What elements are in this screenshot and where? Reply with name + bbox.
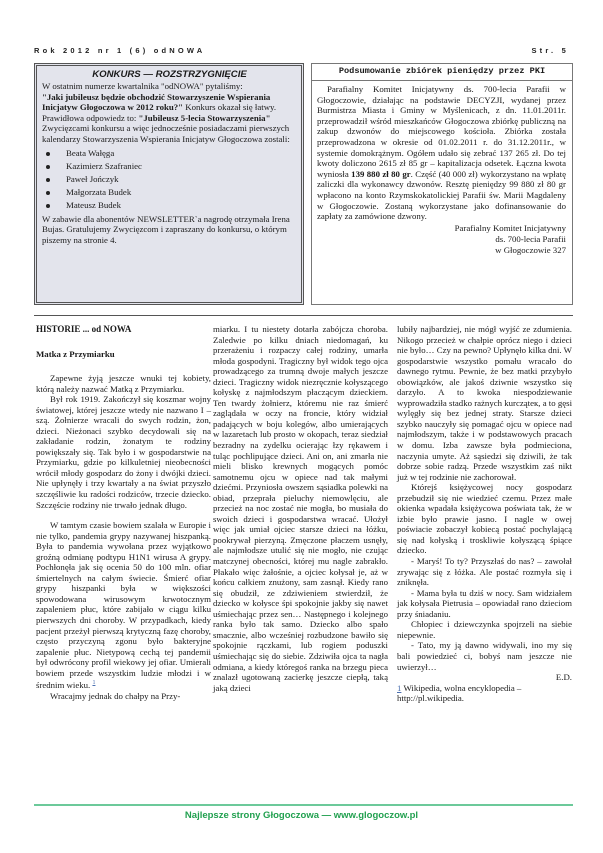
section-divider: [34, 315, 573, 316]
winner-item: Beata Wałęga: [42, 147, 297, 160]
footnote-link[interactable]: 1: [92, 680, 96, 687]
footnote-number-link[interactable]: 1: [397, 682, 402, 693]
contest-answer: Prawidłowa odpowiedz to: "Jubileusz 5-lecia Stowarzyszenia" Zwycięzcami konkursu a więc jednocześnie posiadaczami pierwszych kalendarzy Stowarzyszenia Wspierania Inicjatyw Głogoczowa zostali:: [42, 112, 290, 144]
contest-question: "Jaki jubileusz będzie obchodzić Stowarzyszenie Wspierania Inicjatyw Głogoczowa w 2012 roku?": [42, 91, 271, 113]
footer-divider: [34, 804, 573, 806]
winner-item: Małgorzata Budek: [42, 186, 297, 199]
contest-closing: W zabawie dla abonentów NEWSLETTER`a nagrodę otrzymała Irena Bujas. Gratulujemy Zwycięzcom i zapraszany do konkursu, o którym piszemy na stronie 4.: [42, 213, 290, 245]
author-initials: E.D.: [555, 672, 572, 683]
article-column-3: lubiły najbardziej, nie mógł wyjść ze zdumienia. Nikogo przecież w chałpie oprócz niego i dzieci nie było… Czy na pewno? Upłynęło kilka dni. W gospodarstwie wszystko pomału wracało do dawnego rytmu. Pewnie, że bez matki przybyło obowiązków, ale jakoś dziwnie wszystko się darzyło. A to kwoka niespodziewanie wyprowadziła stadko rażnych kurcząteк, a to gęsi wylęgły się bez jednej straty. Starsze dzieci szybko nauczyły się pomagać ojcu w opiece nad najmłodszym, także i w podstawowych pracach w domu. Izba zawsze była podmieciona, naczynia umyte. Aż sąsiedzi się dziwili, że tak dobrze sobie radzą. Przede wszystkim zaś nikt już w tej rodzinie nie zachorował. Którejś księżycowej nocy gospodarz przebudził się nie wiedzieć czemu. Przez małe okienka wpadała księżycowa poświata tak, że w izbie było prawie jasno. I nagle w owej poświacie zobaczył kobiecą postać pochylającą się nad kołyską i troskliwie kołyszącą śpiące dziecko. - Maryś! To ty? Przyszłaś do nas? – zawołał zrywając się z łóżka. Ale postać rozmyła się i zniknęła. - Mama była tu dziś w nocy. Sam widziałem jak kołysała Pietrusia – opowiadał rano dzieciom przy śniadaniu. Chłopiec i dziewczynka spojrzeli na siebie niepewnie. - Tato, my ją dawno widywali, ino my się bali powiedzieć ci, bobyś nam jeszcze nie uwierzył… E.D. 1 Wikipedia, wolna encyklopedia – http://pl.wikipedia.: [397, 324, 573, 704]
bullet-icon: [46, 152, 50, 156]
pki-summary-box: [311, 63, 573, 305]
winner-item: Mateusz Budek: [42, 199, 297, 212]
footnote: 1 Wikipedia, wolna encyklopedia – http://pl.wikipedia.: [397, 682, 522, 704]
contest-results-box: [34, 63, 304, 305]
bullet-icon: [46, 204, 50, 208]
issue-label: Rok 2012 nr 1 (6) odNOWA: [34, 46, 206, 55]
article-column-1: HISTORIE ... od NOWA Matka z Przymiarku Zapewne żyją jeszcze wnuki tej kobiety, którą należy nazwać Matką z Przymiarku. Był rok 1919. Zakończył się koszmar wojny światowej, której jeszcze wtedy nie nazwano I – szą. Żołnierze wracali do swych rodzin, żon, dzieci. Nieżonaci szybko decydowali się na zakładanie rodzin, żonatym te rodziny powiększały się. Tak było i w gospodarstwie na Przymiarku, gdzie po kilkuletniej nieobecności wrócił młody gospodarz do żony i dwójki dzieci. Nie upłynęły i trzy kwartały a na świat przyszło szczęśliwie ku radości rodziców, trzecie dziecko. Szczęście rodziny nie trwało jednak długo. W tamtym czasie bowiem szalała w Europie i nie tylko, pandemia grypy nazywanej hiszpanką. Była to pandemia wywołana przez wyjątkowo groźną odmianę podtypu H1N1 wirusa A grypy. Pochłonęła jak się ocenia 50 do 100 mln. ofiar śmiertelnych na całym świecie. Śmierć ofiar grypy hiszpanki była w większości spowodowana wirusowym krwotocznym zapaleniem płuc, które zabijało w ciągu kilku pierwszych dni choroby. W przypadkach, kiedy pacjent przeżył pierwszą krytyczną fazę choroby, często przyczyną zgonu było bakteryjne zapalenie płuc. Nietypową cechą tej pandemii był odwrócony profil wiekowy jej ofiar. Umierali bowiem przede wszystkim ludzie młodzi i w średnim wieku. $^1$ Wracajmy jednak do chałpy na Przy-: [36, 324, 211, 701]
pki-total: 139 880 zł 80 gr: [351, 168, 411, 179]
article-column-2: miarku. I tu niestety dotarła zabójcza choroba. Zaledwie po kilku dniach niedomagań, ku przerażeniu i rozpaczy całej rodziny, umarła młoda gospodyni. Tragiczny był widok tego ojca prowadzącego za trumną dwoje małych jeszcze dzieci. Tragiczny widok niezręcznie kołyszącego kołyskę z najmłodszym płaczącym dzieckiem. Ten twardy żołnierz, któremu nie raz śmierć zaglądała w oczy na froncie, który widział padających w boju kolegów, albo umierających w lazaretach lub prosto w okopach, teraz siedział bezradny na zydelku ocierając łzy rękawem i tuląc pochlipujące dzieci. Ani on, ani zmarła nie mieli blisko krewnych mogących pomóc samotnemu ojcu w opiece nad tak małymi dziećmi. Przyniosła owszem sąsiadka polewki na obiad, przeprała pieluchy niemowlęciu, ale przecież na noc zostać nie mogła, bo musiała do swoich dzieci i gospodarstwa wracać. Ułożył więc jak umiał ojciec starsze dzieci na łóżku, pookrywał pierzyną. Zmęczone płaczem usnęły, ale najmłodsze utulić się nie mogło, nie czując matczynej obecności, której mu nagle zabrakło. Płakało więc żałośnie, a ojciec kołysał je, aż w końcu całkiem znużony, sam zasnął. Kiedy rano się obudził, ze zdziwieniem stwierdził, że dziecko w kołysce śpi spokojnie jakby się nawet uśmiechając przez sen… Następnego i kolejnego ranka było tak samo. Dziecko albo spało smacznie, albo wcześniej rozbudzone bawiło się spokojnie rączkami, lub rogiem poduszki uśmiechając się do siebie. Zdziwiła ojca ta nagła odmiana, a kiedy któregoś ranka na brzegu pieca znalazł ugotowaną zacierkę jeszcze ciepłą, taką jaką dzieci: [213, 324, 388, 693]
pki-title: Podsumowanie zbiórek pieniędzy przez PKI: [312, 64, 572, 81]
winner-item: Paweł Jończyk: [42, 173, 297, 186]
contest-title: KONKURS — ROZSTRZYGNIĘCIE: [92, 69, 247, 80]
bullet-icon: [46, 178, 50, 182]
pki-signature: Parafialny Komitet Inicjatywny ds. 700-lecia Parafii w Głogoczowie 327: [454, 222, 566, 255]
page-number: Str. 5: [531, 46, 569, 55]
pki-paragraph: Parafialny Komitet Inicjatywny ds. 700-lecia Parafii w Głogoczowie, działając na podstawie DECYZJI, wydanej przez Burmistrza Miasta i Gminy w Myślenicach, z dn. 11.01.2011r. przeprowadził wśród mieszkańców Głogoczowa zbiórkę publiczną na zakup dzwonów do miejscowego kościoła. Zbiórka została przeprowadzona w okresie od 01.02.2011 r. do 31.12.2011r., w systemie domokrążnym. Ogółem udało się zebrać 137 265 zł. Do tej kwoty doliczono 2615 zł 85 gr – kapitalizacja odsetek. Łączna kwota wyniosła 139 880 zł 80 gr. Część (40 000 zł) wykorzystano na wpłatę zaliczki dla wykonawcy dzwonów. Resztę pieniędzy 99 880 zł 80 gr wpłacono na konto Rzymskokatolickiej Parafii św. Marii Magdaleny w Głogoczowie. Zostaną wykorzystane jako dofinansowanie do zapłaty za zamówione dzwony.: [317, 84, 566, 222]
footer-tagline: Najlepsze strony Głogoczowa — www.glogoczow.pl: [184, 810, 419, 821]
winners-list: [42, 147, 297, 213]
winner-item: Kazimierz Szafraniec: [42, 160, 297, 173]
bullet-icon: [46, 165, 50, 169]
contest-intro: W ostatnim numerze kwartalnika "odNOWA" pytaliśmy: "Jaki jubileusz będzie obchodzić Stowarzyszenie Wspierania Inicjatyw Głogoczowa w 2012 roku?" Konkurs okazał się łatwy.: [42, 81, 277, 113]
running-header: [34, 46, 569, 58]
bullet-icon: [46, 191, 50, 195]
section-heading: HISTORIE ... od NOWA: [36, 324, 132, 334]
article-title: Matka z Przymiarku: [36, 349, 115, 359]
